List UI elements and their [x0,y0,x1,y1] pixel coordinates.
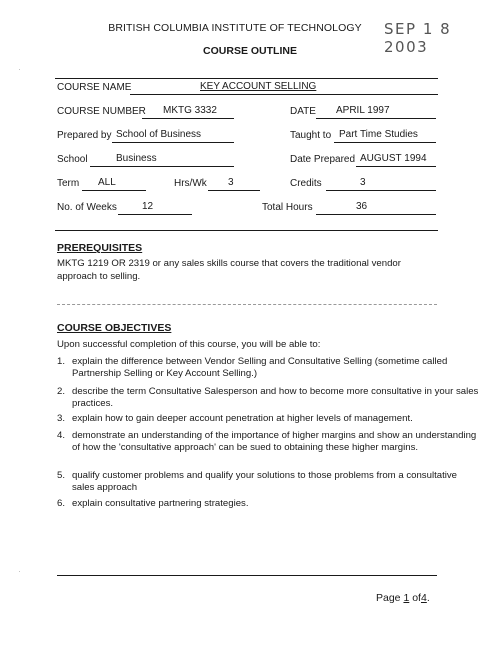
term-value: ALL [98,177,116,188]
page-total: 4 [420,592,427,604]
weeks-line [118,202,192,215]
term-label: Term [57,178,80,189]
objective-number: 6. [57,498,66,509]
course-number-value: MKTG 3332 [163,105,217,116]
hrs-wk-line [208,178,260,191]
footer-rule [57,575,437,576]
weeks-label: No. of Weeks [57,202,117,213]
fields-bottom-rule [55,230,438,231]
hrs-wk-value: 3 [228,177,234,188]
objective-item [57,430,477,466]
objective-text: describe the term Consultative Salesperson and how to become more consultative in your sales practices. [72,386,479,409]
total-hours-value: 36 [356,201,368,212]
total-hours-line [316,202,436,215]
taught-to-value: Part Time Studies [339,129,418,140]
objective-text: explain the difference between Vendor Selling and Consultative Selling (sometime called Partnership Selling or Key Account Selling.) [72,356,448,379]
objective-item [57,386,479,410]
objectives-intro: Upon successful completion of this course, you will be able to: [57,339,321,350]
school-line [90,154,234,167]
page-of-label: of [412,592,421,604]
prerequisites-text: MKTG 1219 OR 2319 or any sales skills course that covers the traditional vendor approach to selling. [57,258,401,282]
date-label: DATE [290,106,316,117]
scan-mark: · [18,64,21,74]
objective-number: 4. [57,430,66,441]
page-label: Page [376,592,401,604]
taught-to-label: Taught to [290,130,332,141]
prerequisites-rule [57,304,437,305]
school-label: School [57,154,88,165]
objective-item [57,413,441,425]
total-hours-label: Total Hours [262,202,313,213]
date-value: APRIL 1997 [336,105,390,116]
credits-value: 3 [360,177,366,188]
objectives-heading: COURSE OBJECTIVES [57,322,172,334]
credits-line [326,178,436,191]
prepared-by-label: Prepared by [57,130,112,141]
objective-number: 3. [57,413,66,424]
objective-number: 2. [57,386,66,397]
objective-text: qualify customer problems and qualify your solutions to those problems from a consultative sales approach [72,470,458,493]
date-prepared-value: AUGUST 1994 [360,153,427,164]
weeks-value: 12 [142,201,154,212]
top-rule [55,78,438,79]
objective-item [57,498,441,510]
page-number: 1 [403,592,410,604]
objective-number: 5. [57,470,66,481]
school-value: Business [116,153,157,164]
document-title: COURSE OUTLINE [203,45,297,57]
objective-text: explain consultative partnering strategies. [72,498,249,509]
prepared-by-value: School of Business [116,129,202,140]
objective-number: 1. [57,356,66,367]
objective-text: demonstrate an understanding of the importance of higher margins and show an understanding of how the 'consultative approach' can be sued to obtaining these higher margins. [72,430,477,453]
objective-text: explain how to gain deeper account penetration at higher levels of management. [72,413,413,424]
received-date-stamp: SEP 1 8 2003 [384,20,452,56]
scan-mark: · [18,566,21,576]
date-prepared-label: Date Prepared [290,154,356,165]
credits-label: Credits [290,178,322,189]
prerequisites-heading: PREREQUISITES [57,242,143,254]
institution-name: BRITISH COLUMBIA INSTITUTE OF TECHNOLOGY [108,22,362,34]
objective-item [57,470,458,494]
page-indicator: Page 1 of4. [376,592,430,604]
course-name-label: COURSE NAME [57,82,132,93]
hrs-wk-label: Hrs/Wk [174,178,207,189]
course-number-label: COURSE NUMBER [57,106,146,117]
objective-item [57,356,448,380]
course-name-value: KEY ACCOUNT SELLING [200,81,317,92]
